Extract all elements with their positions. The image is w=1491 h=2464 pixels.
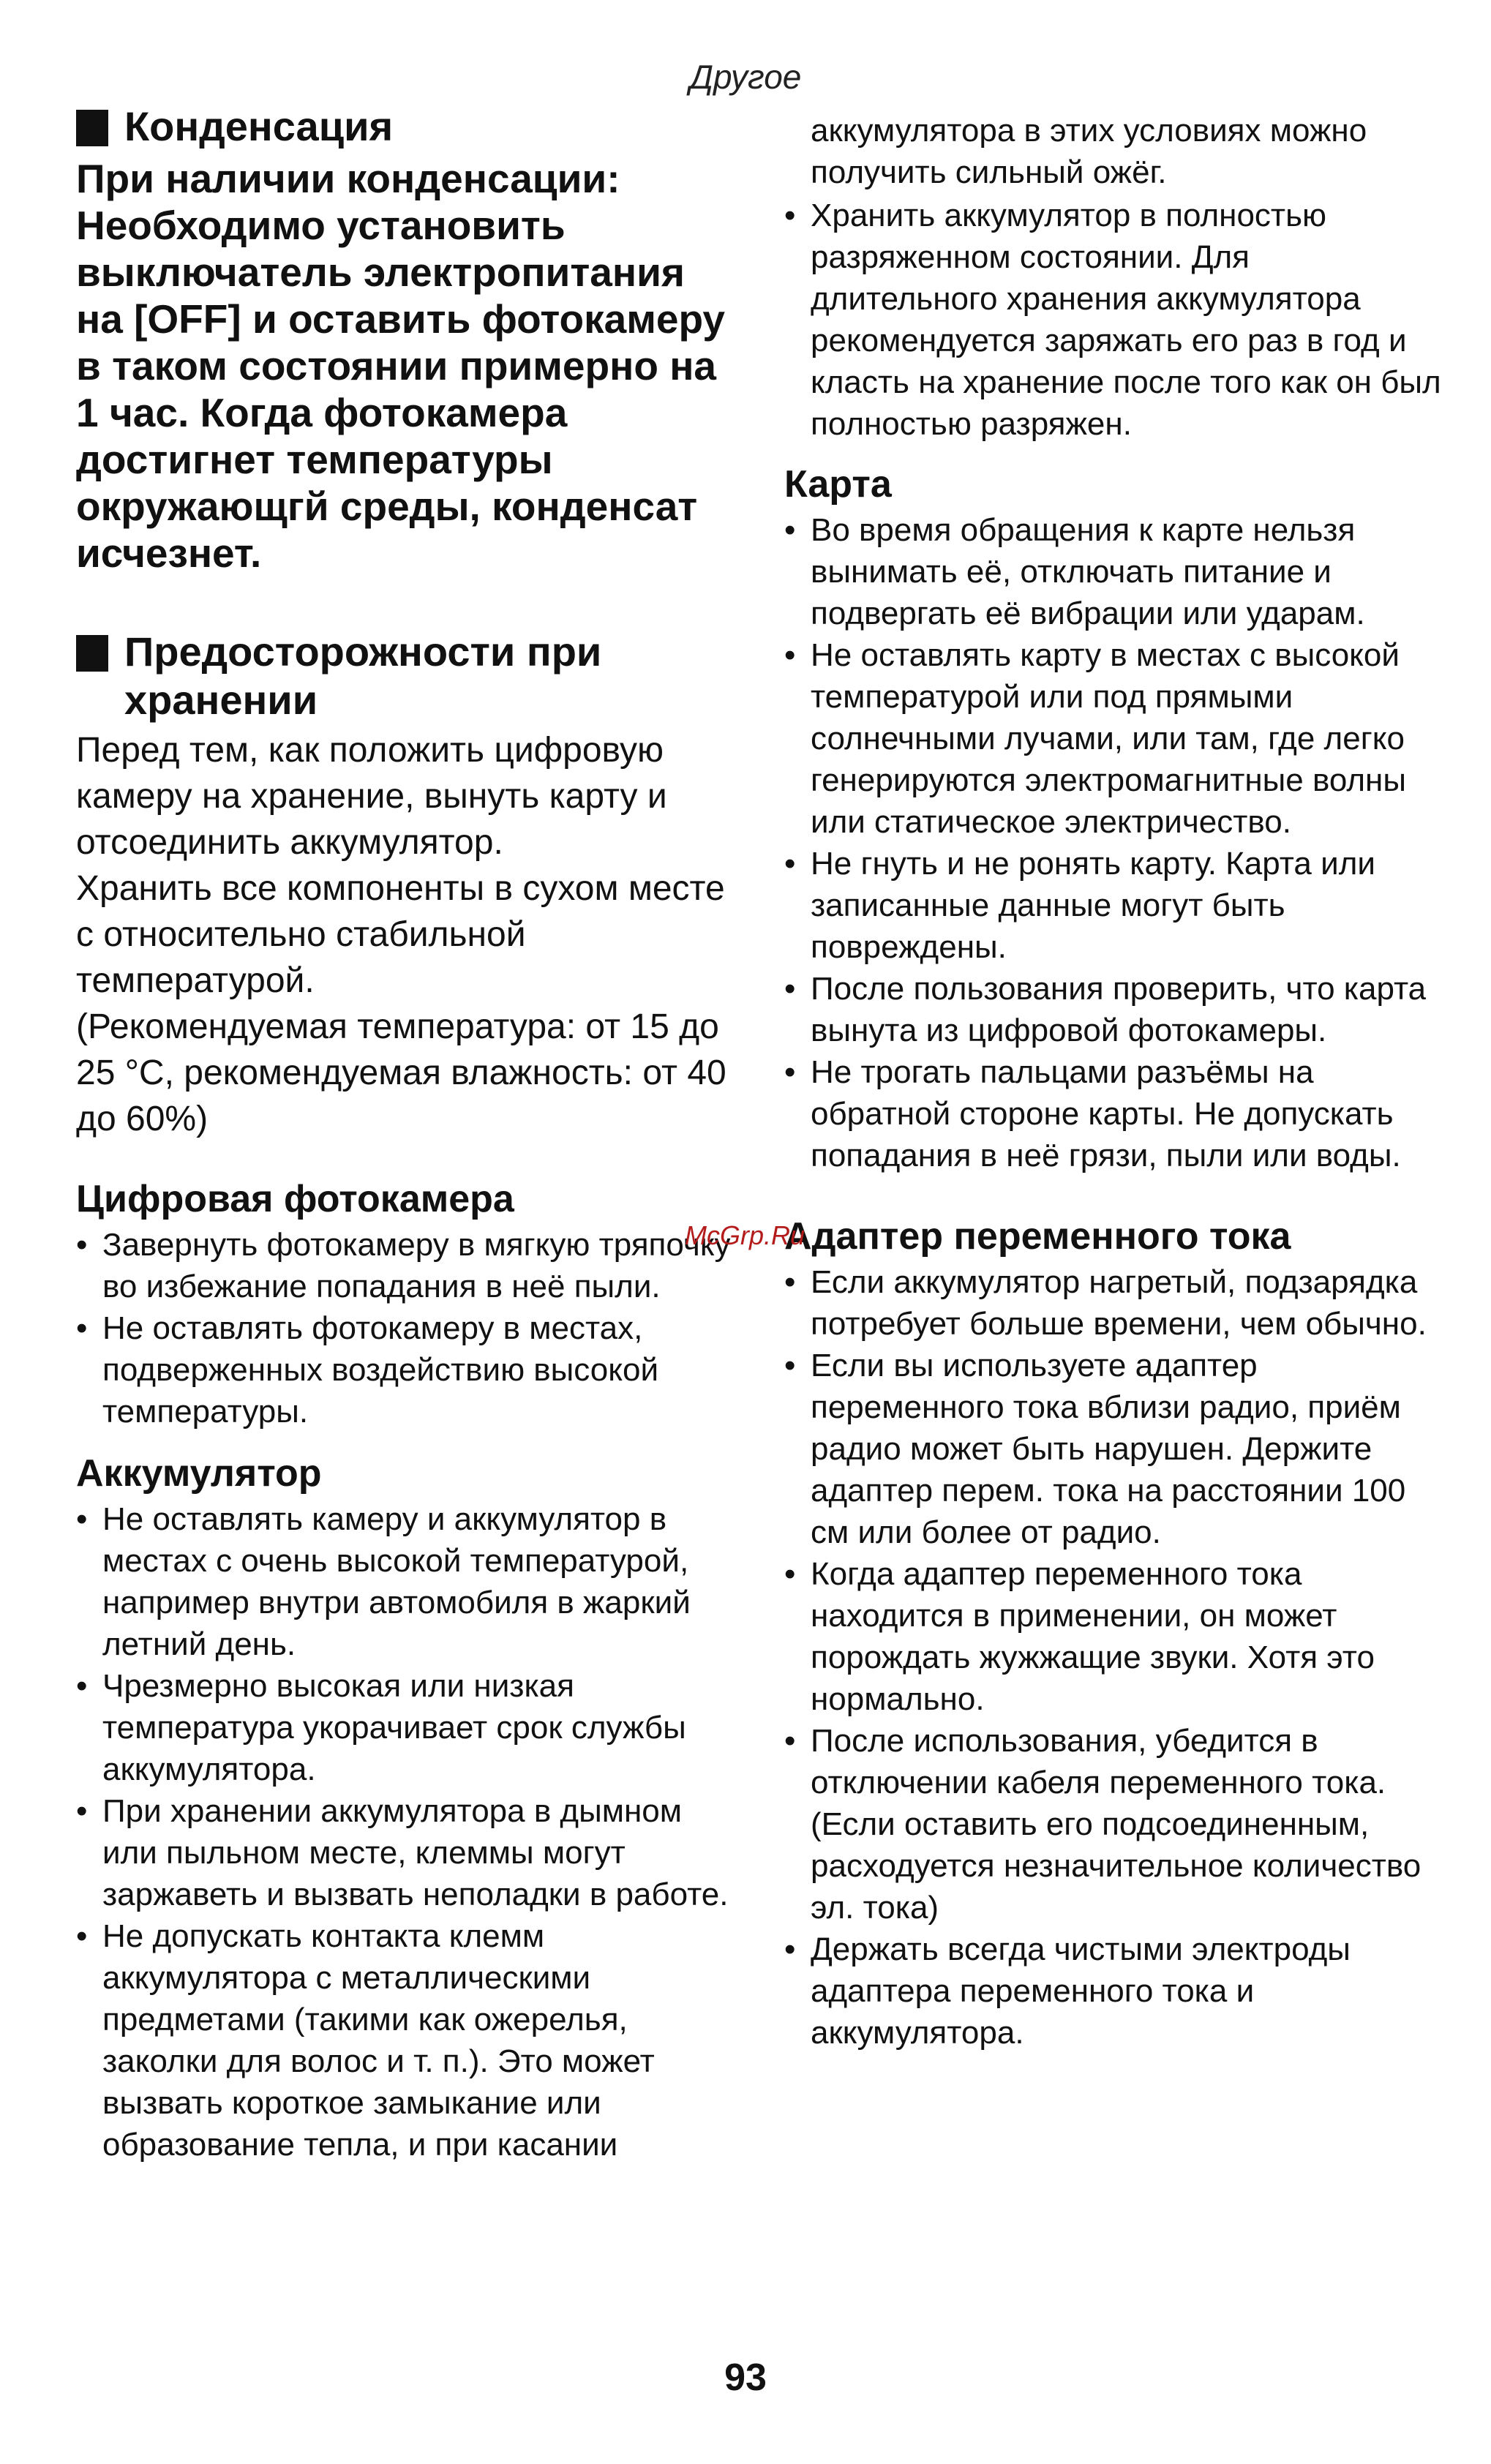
storage-paragraph-2: Хранить все компоненты в сухом месте с относительно стабильной температурой. [76,869,725,1000]
battery-list-continued [784,195,1443,445]
running-header: Другое [689,58,802,96]
adapter-title: Адаптер переменного тока [784,1215,1291,1258]
list-item: • Не допускать контакта клемм аккумулятора с металлическими предметами (такими как ожерелья, заколки для волос и т. п.). Это может вызвать короткое замыкание или образование тепла, и при касании [76,1915,735,2166]
left-column [76,102,735,2166]
condensation-title: Конденсация [124,103,394,149]
storage-title: Предосторожности при хранении [124,628,602,723]
storage-heading [76,628,735,724]
list-item: • Держать всегда чистыми электроды адаптера переменного тока и аккумулятора. [784,1928,1443,2054]
adapter-list [784,1261,1443,2054]
list-item: • Во время обращения к карте нельзя вынимать её, отключать питание и подвергать её вибрации или ударам. [784,509,1443,634]
camera-title: Цифровая фотокамера [76,1178,514,1220]
list-item: • Не трогать пальцами разъёмы на обратной стороне карты. Не допускать попадания в неё грязи, пыли или воды. [784,1051,1443,1176]
storage-paragraph-1: Перед тем, как положить цифровую камеру на хранение, вынуть карту и отсоединить аккумулятор. [76,731,667,862]
card-title: Карта [784,463,892,506]
card-list [784,509,1443,1176]
list-item: • Не оставлять камеру и аккумулятор в местах с очень высокой температурой, например внутри автомобиля в жаркий летний день. [76,1498,735,1665]
list-item: • Завернуть фотокамеру в мягкую тряпочку во избежание попадания в неё пыли. [76,1224,735,1307]
list-item: • Не оставлять карту в местах с высокой температурой или под прямыми солнечными лучами, или там, где легко генерируются электромагнитные волны или статическое электричество. [784,634,1443,843]
page-number: 93 [724,2356,767,2399]
right-column [784,110,1443,2054]
list-item: • После пользования проверить, что карта вынута из цифровой фотокамеры. [784,968,1443,1051]
list-item: • Чрезмерно высокая или низкая температура укорачивает срок службы аккумулятора. [76,1665,735,1790]
section-square-icon [76,635,108,672]
battery-item-continuation: аккумулятора в этих условиях можно получить сильный ожёг. [811,113,1367,190]
list-item: • Если аккумулятор нагретый, подзарядка потребует больше времени, чем обычно. [784,1261,1443,1345]
condensation-heading [76,102,735,151]
camera-list [76,1224,735,1432]
battery-title: Аккумулятор [76,1452,322,1495]
storage-paragraph-3: (Рекомендуемая температура: от 15 до 25 °C, рекомендуемая влажность: от 40 до 60%) [76,1007,726,1138]
list-item: • Когда адаптер переменного тока находится в применении, он может порождать жужжащие звуки. Хотя это нормально. [784,1553,1443,1720]
list-item: • После использования, убедится в отключении кабеля переменного тока. (Если оставить его подсоединенным, расходуется незначительное количество эл. тока) [784,1720,1443,1928]
watermark: McGrp.Ru [685,1220,805,1250]
list-item: • Не оставлять фотокамеру в местах, подверженных воздействию высокой температуры. [76,1307,735,1432]
list-item: • При хранении аккумулятора в дымном или пыльном месте, клеммы могут заржаветь и вызвать неполадки в работе. [76,1790,735,1915]
section-square-icon [76,110,108,146]
battery-list [76,1498,735,2166]
condensation-lead: При наличии конденсации: Необходимо установить выключатель электропитания на [OFF] и оставить фотокамеру в таком состоянии примерно на 1 час. Когда фотокамера достигнет температуры окружающгй среды, конденсат исчезнет. [76,156,725,576]
list-item: • Если вы используете адаптер переменного тока вблизи радио, приём радио может быть нарушен. Держите адаптер перем. тока на расстоянии 100 см или более от радио. [784,1345,1443,1553]
list-item: • Хранить аккумулятор в полностью разряженном состоянии. Для длительного хранения аккумулятора рекомендуется заряжать его раз в год и класть на хранение после того как он был полностью разряжен. [784,195,1443,445]
list-item: • Не гнуть и не ронять карту. Карта или записанные данные могут быть повреждены. [784,843,1443,968]
